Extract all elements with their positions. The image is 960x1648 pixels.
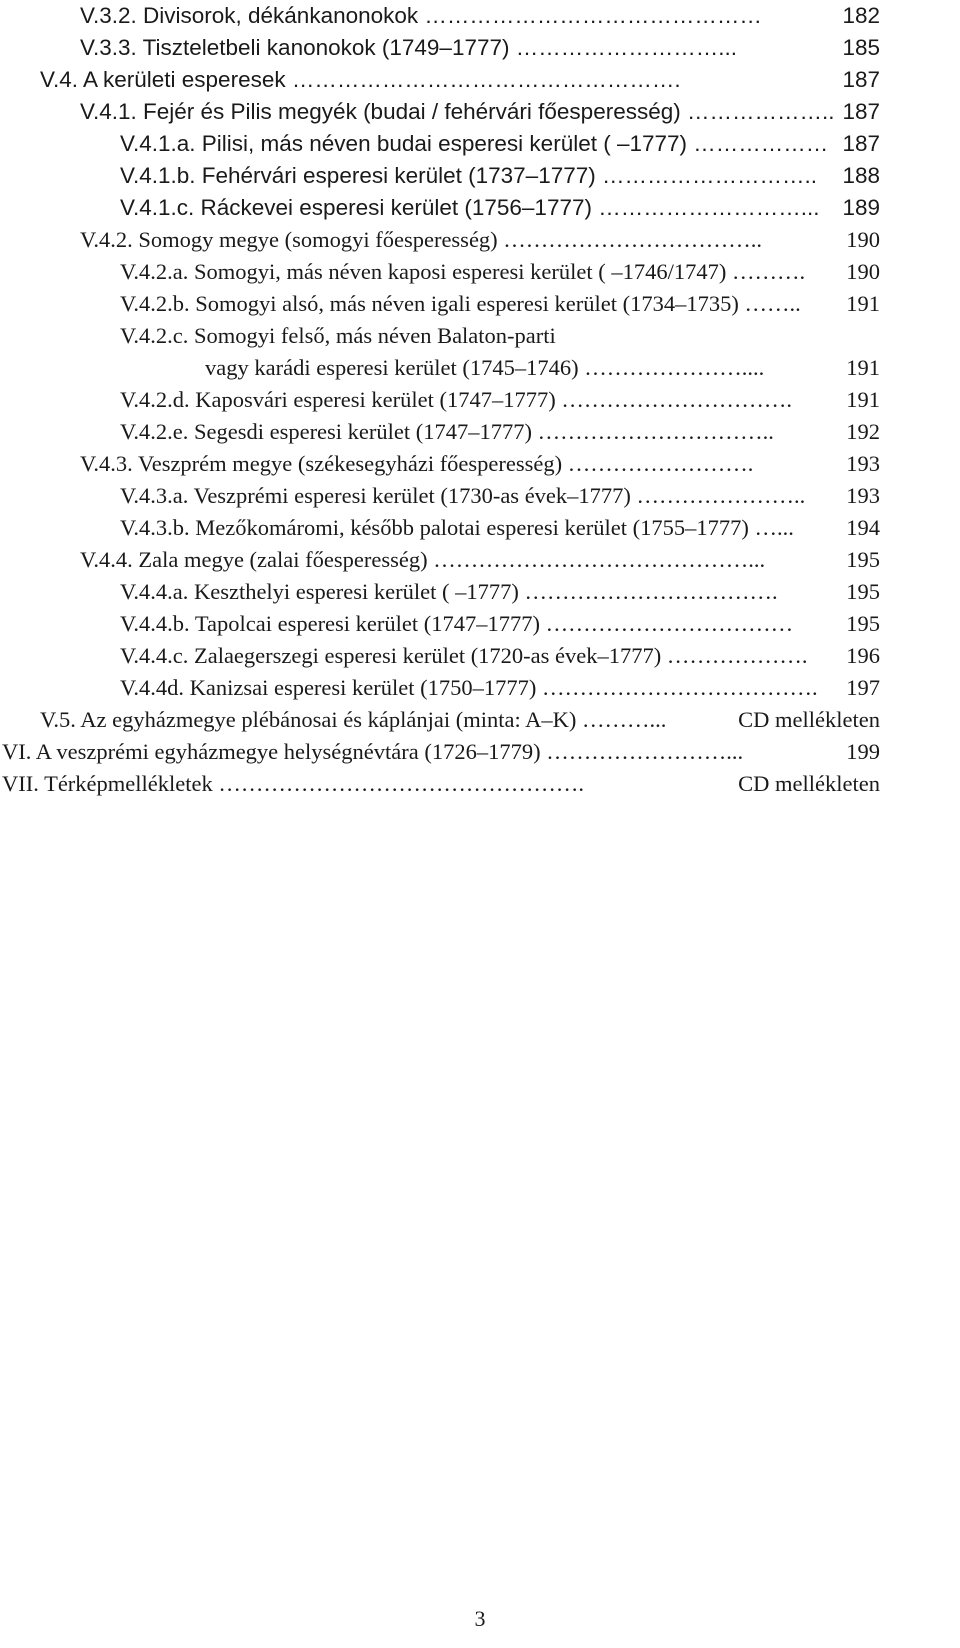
entry-page: 191 bbox=[846, 387, 880, 412]
toc-entry-v-4-2-c-cont bbox=[205, 352, 880, 384]
entry-title: vagy karádi esperesi kerület (1745–1746) bbox=[205, 355, 579, 380]
entry-leader: ………………………... bbox=[598, 195, 820, 220]
entry-page: 189 bbox=[842, 195, 880, 220]
entry-number: V.4.1.a. bbox=[120, 131, 196, 156]
entry-title: Veszprém megye (székesegyházi főesperesség) bbox=[137, 451, 563, 476]
entry-page: 190 bbox=[846, 259, 880, 284]
entry-title: Kanizsai esperesi kerület (1750–1777) bbox=[189, 675, 537, 700]
entry-title: A kerületi esperesek bbox=[82, 67, 286, 92]
toc-entry-v-3-3 bbox=[80, 32, 880, 64]
entry-number: V.4.1.c. bbox=[120, 195, 195, 220]
toc-entry-v-4-4-c bbox=[120, 640, 880, 672]
entry-title: Somogyi, más néven kaposi esperesi kerület ( –1746/1747) bbox=[193, 259, 727, 284]
entry-page: CD mellékleten bbox=[738, 771, 880, 796]
entry-number: V.4.2. bbox=[80, 227, 133, 252]
toc-entry-v-4-3-a bbox=[120, 480, 880, 512]
entry-number: V.4.4d. bbox=[120, 675, 184, 700]
entry-leader: ……………………………. bbox=[524, 579, 778, 604]
entry-number: V.4.1. bbox=[80, 99, 137, 124]
entry-leader: ………... bbox=[581, 707, 667, 732]
entry-leader: ………………………... bbox=[515, 35, 738, 60]
entry-leader: ………………………….. bbox=[537, 419, 774, 444]
entry-page: 185 bbox=[842, 35, 880, 60]
entry-title: Somogyi felső, más néven Balaton-parti bbox=[193, 323, 556, 348]
entry-title: Tiszteletbeli kanonokok (1749–1777) bbox=[142, 35, 510, 60]
entry-title: Tapolcai esperesi kerület (1747–1777) bbox=[194, 611, 541, 636]
entry-number: V.4.2.b. bbox=[120, 291, 190, 316]
entry-leader: ……………….. bbox=[687, 99, 835, 124]
toc-entry-v-4-2-d bbox=[120, 384, 880, 416]
entry-number: V.4.4.c. bbox=[120, 643, 189, 668]
entry-leader: …... bbox=[754, 515, 794, 540]
toc-entry-v-4-1-a bbox=[120, 128, 880, 160]
entry-leader: ……………………………………… bbox=[424, 3, 762, 28]
entry-number: V.4. bbox=[40, 67, 78, 92]
entry-title: Fehérvári esperesi kerület (1737–1777) bbox=[201, 163, 596, 188]
toc-entry-v-4-4d bbox=[120, 672, 880, 704]
entry-leader: …………………………………………. bbox=[218, 771, 584, 796]
entry-page: 193 bbox=[846, 451, 880, 476]
entry-number: V.4.4. bbox=[80, 547, 133, 572]
entry-leader: ………………….... bbox=[584, 355, 765, 380]
entry-leader: ……………………….. bbox=[602, 163, 818, 188]
page-number: 3 bbox=[474, 1606, 486, 1631]
entry-title: Segesdi esperesi kerület (1747–1777) bbox=[193, 419, 533, 444]
entry-title: Somogyi alsó, más néven igali esperesi kerület (1734–1735) bbox=[195, 291, 739, 316]
entry-title: Kaposvári esperesi kerület (1747–1777) bbox=[195, 387, 556, 412]
toc-entry-v-4-1-b bbox=[120, 160, 880, 192]
toc-entry-v-4-2-c bbox=[120, 320, 880, 352]
entry-title: Zala megye (zalai főesperesség) bbox=[138, 547, 428, 572]
entry-number: V.5. bbox=[40, 707, 76, 732]
entry-page: 195 bbox=[846, 579, 880, 604]
entry-page: 196 bbox=[846, 643, 880, 668]
entry-leader: ……………………………………... bbox=[433, 547, 766, 572]
toc-entry-v-4-4-b bbox=[120, 608, 880, 640]
toc-entry-v-4-3 bbox=[80, 448, 880, 480]
entry-leader: …………………………… bbox=[545, 611, 794, 636]
entry-number: V.4.3. bbox=[80, 451, 133, 476]
entry-leader: ……………………………………………. bbox=[291, 67, 681, 92]
entry-number: V.4.2.c. bbox=[120, 323, 189, 348]
toc-entry-v-4-2-e bbox=[120, 416, 880, 448]
toc-entry-v-4 bbox=[40, 64, 880, 96]
entry-page: 195 bbox=[846, 611, 880, 636]
entry-title: Somogy megye (somogyi főesperesség) bbox=[138, 227, 498, 252]
entry-number: VII. bbox=[2, 771, 39, 796]
toc-entry-v-4-3-b bbox=[120, 512, 880, 544]
entry-title: Térképmellékletek bbox=[44, 771, 213, 796]
entry-number: V.4.2.a. bbox=[120, 259, 189, 284]
toc-entry-v-4-2-b bbox=[120, 288, 880, 320]
entry-number: V.4.2.e. bbox=[120, 419, 189, 444]
entry-title: Veszprémi esperesi kerület (1730-as évek–1777) bbox=[193, 483, 631, 508]
entry-page: 188 bbox=[842, 163, 880, 188]
entry-leader: ………………. bbox=[666, 643, 808, 668]
entry-page: 187 bbox=[842, 131, 880, 156]
entry-title: Keszthelyi esperesi kerület ( –1777) bbox=[193, 579, 519, 604]
entry-leader: …………………………….. bbox=[503, 227, 763, 252]
toc-entry-vi bbox=[2, 736, 880, 768]
entry-page: 191 bbox=[846, 355, 880, 380]
toc-entry-vii bbox=[2, 768, 880, 800]
entry-leader: ……………………. bbox=[567, 451, 754, 476]
toc-entry-v-4-1 bbox=[80, 96, 880, 128]
entry-number: VI. bbox=[2, 739, 32, 764]
entry-title: Fejér és Pilis megyék (budai / fehérvári főesperesség) bbox=[143, 99, 681, 124]
entry-title: Pilisi, más néven budai esperesi kerület ( –1777) bbox=[201, 131, 688, 156]
entry-title: Divisorok, dékánkanonokok bbox=[143, 3, 419, 28]
entry-leader: ………. bbox=[732, 259, 806, 284]
entry-page: 195 bbox=[846, 547, 880, 572]
toc-entry-v-4-2 bbox=[80, 224, 880, 256]
entry-page: 190 bbox=[846, 227, 880, 252]
entry-leader: ………………………………. bbox=[542, 675, 818, 700]
toc-entry-v-4-1-c bbox=[120, 192, 880, 224]
entry-page: 187 bbox=[842, 99, 880, 124]
entry-page: 199 bbox=[846, 739, 880, 764]
entry-leader: …….. bbox=[744, 291, 801, 316]
entry-title: Az egyházmegye plébánosai és káplánjai (minta: A–K) bbox=[80, 707, 577, 732]
entry-number: V.4.1.b. bbox=[120, 163, 196, 188]
entry-page: 197 bbox=[846, 675, 880, 700]
entry-number: V.3.3. bbox=[80, 35, 137, 60]
entry-number: V.4.3.a. bbox=[120, 483, 189, 508]
entry-number: V.3.2. bbox=[80, 3, 137, 28]
toc-entry-v-4-4 bbox=[80, 544, 880, 576]
entry-title: Mezőkomáromi, később palotai esperesi kerület (1755–1777) bbox=[195, 515, 749, 540]
entry-page: 194 bbox=[846, 515, 880, 540]
entry-leader: ……………… bbox=[693, 131, 829, 156]
entry-page: 187 bbox=[842, 67, 880, 92]
toc-entry-v-3-2 bbox=[80, 0, 880, 32]
entry-page: 182 bbox=[842, 3, 880, 28]
toc-entry-v-4-4-a bbox=[120, 576, 880, 608]
entry-page: 191 bbox=[846, 291, 880, 316]
entry-leader: …………………………. bbox=[561, 387, 793, 412]
toc-entry-v-4-2-a bbox=[120, 256, 880, 288]
toc-entry-v-5 bbox=[40, 704, 880, 736]
entry-title: A veszprémi egyházmegye helységnévtára (1726–1779) bbox=[35, 739, 541, 764]
entry-number: V.4.2.d. bbox=[120, 387, 190, 412]
entry-page: 193 bbox=[846, 483, 880, 508]
entry-leader: ……………………... bbox=[546, 739, 744, 764]
entry-leader: ………………….. bbox=[636, 483, 806, 508]
entry-page: 192 bbox=[846, 419, 880, 444]
entry-number: V.4.3.b. bbox=[120, 515, 190, 540]
entry-number: V.4.4.b. bbox=[120, 611, 190, 636]
entry-title: Ráckevei esperesi kerület (1756–1777) bbox=[200, 195, 592, 220]
entry-page: CD mellékleten bbox=[738, 707, 880, 732]
entry-title: Zalaegerszegi esperesi kerület (1720-as évek–1777) bbox=[193, 643, 662, 668]
entry-number: V.4.4.a. bbox=[120, 579, 189, 604]
